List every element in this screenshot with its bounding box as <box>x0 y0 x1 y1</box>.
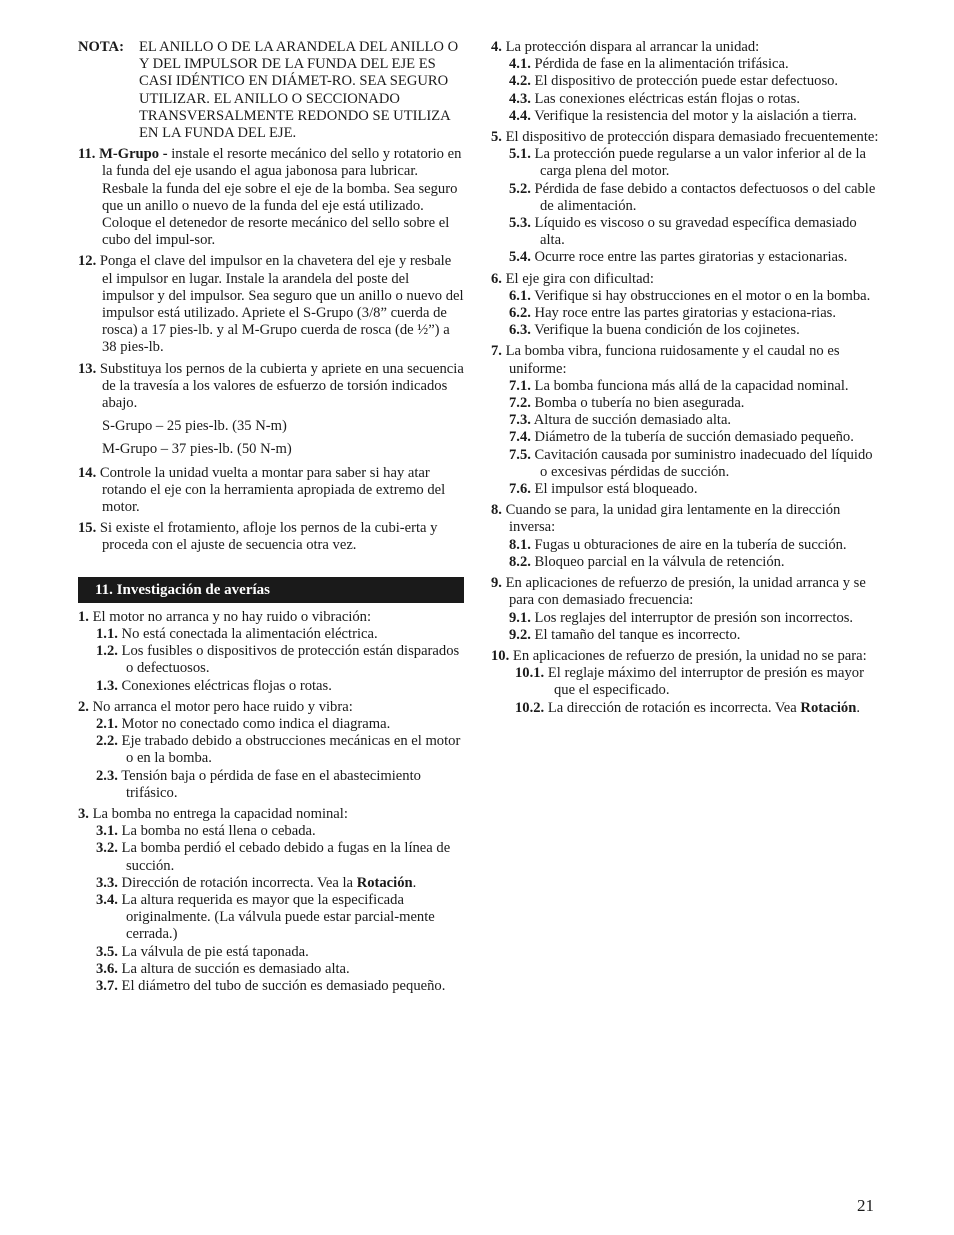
cause-number: 1.3. <box>96 677 118 694</box>
cause-text: Ocurre roce entre las partes giratorias y estacionarias. <box>530 249 848 266</box>
problem-title <box>78 609 464 626</box>
problem-number: 4. <box>491 39 502 55</box>
troubleshooting-item <box>491 502 881 571</box>
note-label: NOTA: <box>78 39 124 55</box>
troubleshooting-item <box>491 271 881 340</box>
problem-number: 2. <box>78 698 89 715</box>
problem-number: 6. <box>491 270 502 287</box>
cause-item <box>78 626 464 643</box>
cause-number: 1.1. <box>96 625 118 642</box>
cause-text: Verifique la buena condición de los cojinetes. <box>530 322 800 339</box>
cause-item <box>78 823 464 840</box>
assembly-step <box>78 465 464 517</box>
cause-text: Dirección de rotación incorrecta. Vea la <box>117 874 357 891</box>
troubleshooting-item <box>491 39 881 125</box>
cause-item <box>78 961 464 978</box>
cause-number: 2.3. <box>96 767 118 784</box>
cause-text: Cavitación causada por suministro inadecuado del líquido o excesivas pérdidas de succión. <box>530 446 873 480</box>
problem-number: 8. <box>491 502 502 519</box>
cause-text: Tensión baja o pérdida de fase en el abastecimiento trifásico. <box>117 767 421 801</box>
cause-text: Eje trabado debido a obstrucciones mecánicas en el motor o en la bomba. <box>117 733 461 767</box>
step-text: Substituya los pernos de la cubierta y apriete en una secuencia de la travesía a los valores de esfuerzo de torsión indicados abajo. <box>96 360 464 412</box>
step-number: 11. <box>78 146 96 163</box>
cause-number: 4.2. <box>509 73 531 90</box>
right-column <box>491 39 881 721</box>
torque-values <box>78 418 464 458</box>
problem-title <box>491 129 881 146</box>
troubleshooting-list-left <box>78 609 464 995</box>
cause-item <box>491 73 881 90</box>
cause-number: 5.3. <box>509 215 531 232</box>
cause-text: La dirección de rotación es incorrecta. Vea <box>544 699 801 716</box>
assembly-steps-continued <box>78 465 464 555</box>
troubleshooting-item <box>491 575 881 644</box>
cause-number: 3.3. <box>96 874 118 891</box>
cause-number: 2.1. <box>96 715 118 732</box>
cause-number: 10.1. <box>515 665 545 682</box>
troubleshooting-item <box>491 343 881 498</box>
cause-item <box>491 108 881 125</box>
note-text: EL ANILLO O DE LA ARANDELA DEL ANILLO O Y DEL IMPULSOR DE LA FUNDA DEL EJE ES CASI IDÉNTICO EN DIÁMET-RO. SEA SEGURO UTILIZAR. EL ANILLO O SECCIONADO TRANSVERSALMENTE REDONDO SE UTILIZA EN LA FUNDA DEL EJE. <box>139 39 459 142</box>
troubleshooting-item <box>78 806 464 995</box>
problem-number: 5. <box>491 129 502 146</box>
cause-number: 7.5. <box>509 446 531 463</box>
cause-item <box>491 56 881 73</box>
cause-text: Diámetro de la tubería de succión demasiado pequeño. <box>530 429 854 446</box>
problem-title <box>491 343 881 377</box>
cause-item <box>491 429 881 446</box>
cause-text-end: . <box>856 699 861 716</box>
assembly-step <box>78 520 464 554</box>
cause-item <box>491 378 881 395</box>
cause-number: 9.1. <box>509 609 531 626</box>
cause-item <box>491 249 881 266</box>
problem-text: La bomba vibra, funciona ruidosamente y el caudal no es uniforme: <box>501 343 840 377</box>
step-text: Controle la unidad vuelta a montar para saber si hay atar rotando el eje con la herramienta apropiada de extremo del motor. <box>96 464 446 516</box>
cause-item <box>491 610 881 627</box>
torque-value: M-Grupo – 37 pies-lb. (50 N-m) <box>102 441 292 458</box>
cause-item <box>78 840 464 874</box>
cause-item <box>78 875 464 892</box>
cause-item <box>78 643 464 677</box>
cause-number: 2.2. <box>96 733 118 750</box>
cause-item <box>491 537 881 554</box>
cause-reference: Rotación <box>800 699 857 716</box>
cause-number: 3.2. <box>96 840 118 857</box>
cause-text: Pérdida de fase en la alimentación trifásica. <box>530 56 789 73</box>
cause-number: 7.6. <box>509 481 531 498</box>
cause-item <box>491 554 881 571</box>
problem-number: 10. <box>491 647 510 664</box>
cause-number: 10.2. <box>515 699 545 716</box>
cause-item <box>78 944 464 961</box>
step-number: 15. <box>78 520 97 537</box>
assembly-step <box>78 253 464 356</box>
cause-text: Los reglajes del interruptor de presión son incorrectos. <box>530 609 854 626</box>
assembly-step <box>78 361 464 413</box>
cause-text: El reglaje máximo del interruptor de presión es mayor que el especificado. <box>544 665 864 699</box>
problem-title <box>491 648 881 665</box>
cause-number: 3.1. <box>96 823 118 840</box>
cause-number: 1.2. <box>96 643 118 660</box>
cause-number: 4.1. <box>509 56 531 73</box>
problem-text: La protección dispara al arrancar la unidad: <box>501 39 760 55</box>
cause-text: El diámetro del tubo de succión es demasiado pequeño. <box>117 977 446 994</box>
troubleshooting-list-right <box>491 39 881 717</box>
cause-text-end: . <box>412 874 417 891</box>
problem-number: 7. <box>491 343 502 360</box>
cause-text: Motor no conectado como indica el diagrama. <box>117 715 391 732</box>
cause-item <box>491 665 881 699</box>
problem-text: En aplicaciones de refuerzo de presión, la unidad no se para: <box>509 647 867 664</box>
step-number: 14. <box>78 464 97 481</box>
cause-item <box>491 288 881 305</box>
step-text: instale el resorte mecánico del sello y rotatorio en la funda del eje usando el agua jabonosa para lubricar. Resbale la funda del eje sobre el eje de la bomba. Sea seguro que un anillo o nuevo de la funda del eje está utilizado. Coloque el detenedor de resorte mecánico del sello sobre el cubo del impul-sor. <box>102 146 462 249</box>
cause-item <box>78 733 464 767</box>
troubleshooting-item <box>491 129 881 267</box>
cause-text: No está conectada la alimentación eléctrica. <box>117 625 378 642</box>
cause-number: 7.4. <box>509 429 531 446</box>
cause-number: 3.4. <box>96 891 118 908</box>
cause-item <box>491 395 881 412</box>
problem-text: No arranca el motor pero hace ruido y vibra: <box>88 698 353 715</box>
troubleshooting-item <box>78 609 464 695</box>
cause-text: Altura de succión demasiado alta. <box>530 412 732 429</box>
cause-item <box>491 181 881 215</box>
problem-text: En aplicaciones de refuerzo de presión, la unidad arranca y se para con demasiado frecuencia: <box>501 575 866 609</box>
cause-text: Bloqueo parcial en la válvula de retención. <box>530 553 785 570</box>
cause-text: La válvula de pie está taponada. <box>117 943 309 960</box>
section-heading: 11. Investigación de averías <box>78 577 464 603</box>
cause-text: Verifique si hay obstrucciones en el motor o en la bomba. <box>530 287 871 304</box>
cause-number: 6.2. <box>509 305 531 322</box>
page-number: 21 <box>857 1196 874 1215</box>
cause-text: Los fusibles o dispositivos de protección están disparados o defectuosos. <box>117 643 460 677</box>
cause-text: Verifique la resistencia del motor y la aislación a tierra. <box>530 107 857 124</box>
cause-item <box>78 678 464 695</box>
cause-number: 5.4. <box>509 249 531 266</box>
cause-text: El dispositivo de protección puede estar defectuoso. <box>530 73 839 90</box>
problem-number: 9. <box>491 575 502 592</box>
problem-text: El eje gira con dificultad: <box>501 270 654 287</box>
cause-number: 5.1. <box>509 146 531 163</box>
problem-number: 3. <box>78 805 89 822</box>
cause-item <box>491 146 881 180</box>
cause-number: 9.2. <box>509 626 531 643</box>
cause-item <box>491 481 881 498</box>
troubleshooting-item <box>491 648 881 717</box>
cause-item <box>491 215 881 249</box>
cause-item <box>491 305 881 322</box>
cause-number: 8.1. <box>509 536 531 553</box>
problem-text: El motor no arranca y no hay ruido o vibración: <box>88 608 372 625</box>
cause-text: Hay roce entre las partes giratorias y estaciona-rias. <box>530 305 837 322</box>
cause-text: Fugas u obturaciones de aire en la tubería de succión. <box>530 536 847 553</box>
cause-number: 4.3. <box>509 90 531 107</box>
step-number: 13. <box>78 360 97 377</box>
problem-title <box>491 271 881 288</box>
problem-title <box>491 39 881 56</box>
cause-text: El tamaño del tanque es incorrecto. <box>530 626 741 643</box>
note-block <box>78 39 464 142</box>
step-lead: M-Grupo - <box>95 146 168 163</box>
step-number: 12. <box>78 253 97 270</box>
cause-text: La bomba funciona más allá de la capacidad nominal. <box>530 377 849 394</box>
cause-text: El impulsor está bloqueado. <box>530 481 698 498</box>
cause-number: 7.2. <box>509 395 531 412</box>
cause-number: 4.4. <box>509 107 531 124</box>
cause-item <box>78 892 464 944</box>
step-text: Si existe el frotamiento, afloje los pernos de la cubi-erta y proceda con el ajuste de secuencia otra vez. <box>96 520 438 554</box>
cause-text: La protección puede regularse a un valor inferior al de la carga plena del motor. <box>530 146 866 180</box>
cause-item <box>491 91 881 108</box>
step-text: Ponga el clave del impulsor en la chavetera del eje y resbale el impulsor en lugar. Instale la arandela del poste del impulsor y del impulsor. Sea seguro que un anillo o nuevo del impulsor está utilizado. Apriete el S-Grupo (3/8” cuerda de rosca) a 17 pies-lb. y al M-Grupo cuerda de rosca (de ½”) a 38 pies-lb. <box>96 253 464 356</box>
cause-item <box>491 412 881 429</box>
problem-text: Cuando se para, la unidad gira lentamente en la dirección inversa: <box>501 502 841 536</box>
problem-title <box>78 806 464 823</box>
problem-title <box>491 502 881 536</box>
cause-number: 8.2. <box>509 553 531 570</box>
cause-text: Pérdida de fase debido a contactos defectuosos o del cable de alimentación. <box>530 180 876 214</box>
cause-number: 6.3. <box>509 322 531 339</box>
torque-value: S-Grupo – 25 pies-lb. (35 N-m) <box>102 418 287 435</box>
cause-text: La bomba no está llena o cebada. <box>117 823 316 840</box>
cause-number: 3.5. <box>96 943 118 960</box>
cause-number: 3.6. <box>96 960 118 977</box>
cause-item <box>78 716 464 733</box>
problem-number: 1. <box>78 608 89 625</box>
cause-text: La altura de succión es demasiado alta. <box>117 960 350 977</box>
cause-number: 7.1. <box>509 377 531 394</box>
assembly-step <box>78 146 464 249</box>
cause-number: 7.3. <box>509 412 531 429</box>
left-column <box>78 39 464 999</box>
cause-text: Conexiones eléctricas flojas o rotas. <box>117 677 332 694</box>
cause-text: Bomba o tubería no bien asegurada. <box>530 395 745 412</box>
cause-text: Líquido es viscoso o su gravedad específica demasiado alta. <box>530 215 857 249</box>
assembly-steps <box>78 146 464 412</box>
cause-text: La bomba perdió el cebado debido a fugas en la línea de succión. <box>117 840 451 874</box>
cause-reference: Rotación <box>356 874 413 891</box>
cause-number: 6.1. <box>509 287 531 304</box>
cause-number: 5.2. <box>509 180 531 197</box>
cause-item <box>491 700 881 717</box>
cause-item <box>491 322 881 339</box>
problem-text: La bomba no entrega la capacidad nominal: <box>88 805 348 822</box>
cause-text: La altura requerida es mayor que la especificada originalmente. (La válvula puede estar parcial-mente cerrada.) <box>117 891 435 943</box>
cause-item <box>491 627 881 644</box>
cause-text: Las conexiones eléctricas están flojas o rotas. <box>530 90 800 107</box>
cause-item <box>78 978 464 995</box>
cause-number: 3.7. <box>96 977 118 994</box>
problem-text: El dispositivo de protección dispara demasiado frecuentemente: <box>501 129 879 146</box>
problem-title <box>491 575 881 609</box>
problem-title <box>78 699 464 716</box>
cause-item <box>491 447 881 481</box>
cause-item <box>78 768 464 802</box>
troubleshooting-item <box>78 699 464 802</box>
